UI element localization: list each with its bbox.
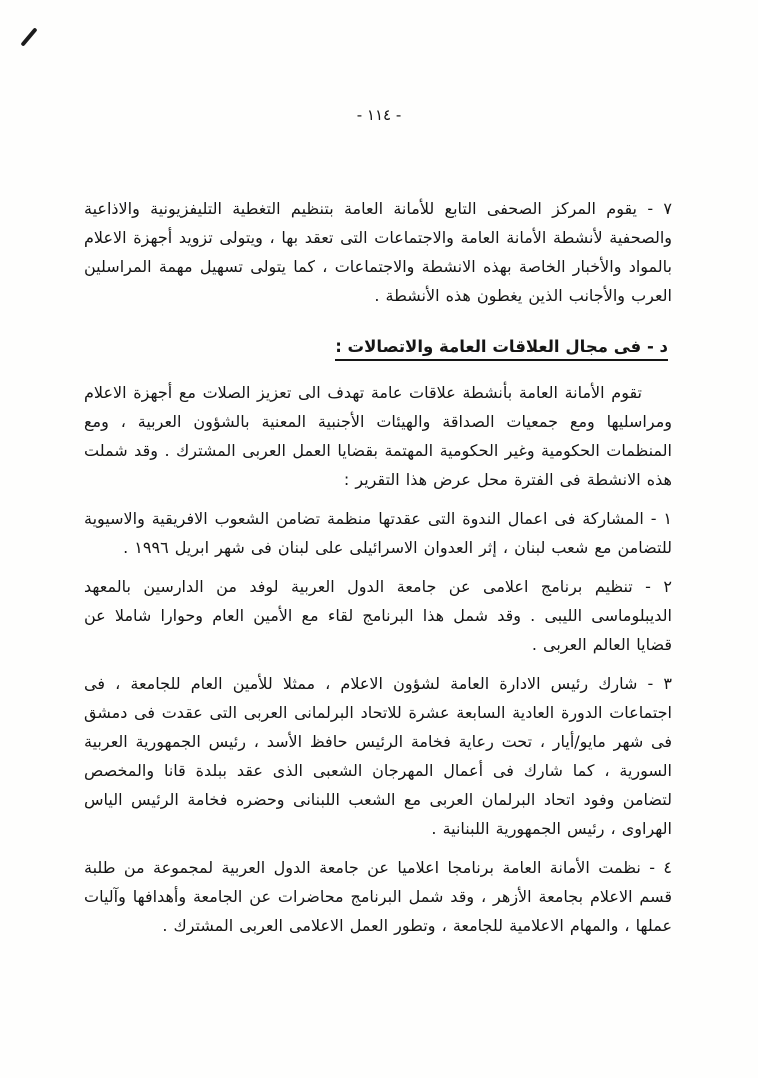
paragraph-item-7: ٧ - يقوم المركز الصحفى التابع للأمانة العامة بتنظيم التغطية التليفزيونية والاذاعية والصحفية لأنشطة الأمانة العامة والاجتماعات التى تعقد بها ، ويتولى تزويد أجهزة الاعلام بالمواد والأخبار الخاصة بهذه الانشطة والاجتماعات ، كما يتولى تسهيل مهمة المراسلين العرب والأجانب الذين يغطون هذه الأنشطة . [84,199,672,305]
list-item-3: ٣ - شارك رئيس الادارة العامة لشؤون الاعلام ، ممثلا للأمين العام للجامعة ، فى اجتماعات الدورة العادية السابعة عشرة للاتحاد البرلمانى العربى التى عقدت فى دمشق فى شهر مايو/أيار ، تحت رعاية فخامة الرئيس حافظ الأسد ، رئيس الجمهورية العربية السورية ، كما شارك فى أعمال المهرجان الشعبى الذى عقد ببلدة قانا والمخصص لتضامن وفود اتحاد البرلمان العربى مع الشعب اللبنانى وحضره فخامة الرئيس الياس الهراوى ، رئيس الجمهورية اللبنانية . [84,674,672,838]
list-item-4: ٤ - نظمت الأمانة العامة برنامجا اعلاميا عن جامعة الدول العربية لمجموعة من طلبة قسم الاعلام بجامعة الأزهر ، وقد شمل البرنامج محاضرات عن الجامعة وأهدافها وآليات عملها ، والمهام الاعلامية للجامعة ، وتطور العمل الاعلامى العربى المشترك . [84,858,672,935]
section-heading-text: د - فى مجال العلاقات العامة والاتصالات : [335,337,668,361]
document-body [84,194,672,940]
page-number: - ١١٤ - [356,106,402,124]
section-heading [84,334,668,360]
list-item-2: ٢ - تنظيم برنامج اعلامى عن جامعة الدول العربية لوفد من الدارسين بالمعهد الديبلوماسى الليبى . وقد شمل هذا البرنامج لقاء مع الأمين العام وحوارا شاملا عن قضايا العالم العربى . [84,577,672,654]
section-intro-paragraph: تقوم الأمانة العامة بأنشطة علاقات عامة تهدف الى تعزيز الصلات مع أجهزة الاعلام ومراسليها ومع جمعيات الصداقة والهيئات الأجنبية المعنية بالشؤون العربية ، ومع المنظمات الحكومية وغير الحكومية المهتمة بقضايا العمل العربى المشترك . وقد شملت هذه الانشطة فى الفترة محل عرض هذا التقرير : [84,383,672,489]
list-item-1: ١ - المشاركة فى اعمال الندوة التى عقدتها منظمة تضامن الشعوب الافريقية والاسيوية للتضامن مع شعب لبنان ، إثر العدوان الاسرائيلى على لبنان فى شهر ابريل ١٩٩٦ . [84,509,672,557]
scan-artifact [20,27,37,46]
